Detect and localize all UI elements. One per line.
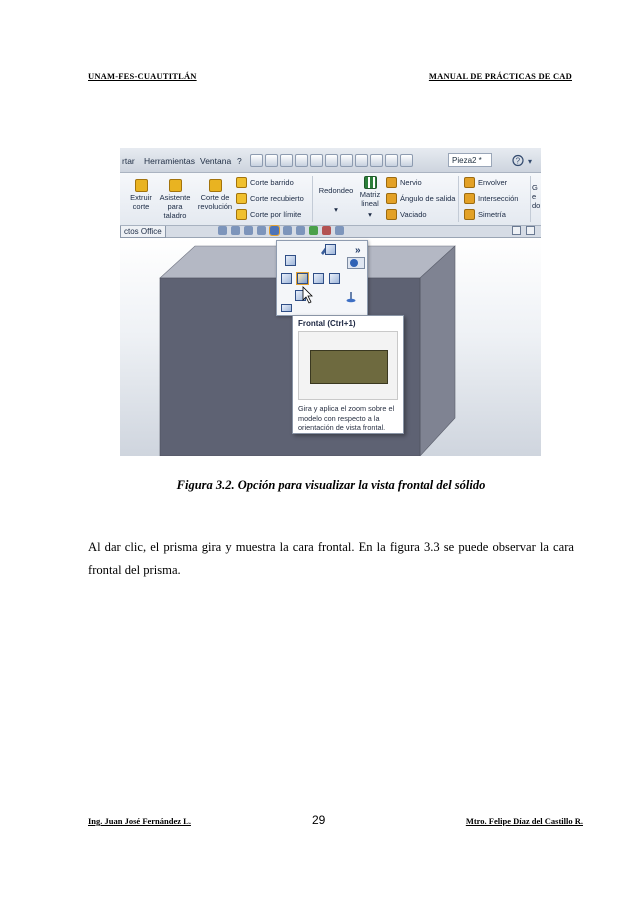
front-face-preview [310, 350, 388, 384]
extrude-cut-icon [135, 179, 148, 192]
file-properties-icon[interactable] [370, 154, 383, 167]
edit-appearance-icon[interactable] [309, 226, 318, 235]
options-icon[interactable] [385, 154, 398, 167]
draft-icon [386, 193, 397, 204]
corte-barrido-button[interactable]: Corte barrido [236, 176, 294, 189]
svg-text:»: » [355, 245, 361, 256]
intersect-icon [464, 193, 475, 204]
vaciado-button[interactable]: Vaciado [386, 208, 427, 221]
view-orientation-icon[interactable] [270, 226, 279, 235]
print-icon[interactable] [310, 154, 323, 167]
prism-side-face [420, 246, 455, 456]
section-view-icon[interactable] [257, 226, 266, 235]
command-ribbon [120, 173, 541, 226]
nervio-button[interactable]: Nervio [386, 176, 422, 189]
tooltip-preview [298, 331, 398, 400]
previous-view-icon[interactable] [244, 226, 253, 235]
save-icon[interactable] [295, 154, 308, 167]
view-link-icon [350, 259, 358, 267]
revolve-cut-icon [209, 179, 222, 192]
chevron-down-icon[interactable] [400, 154, 413, 167]
link-views-dropdown[interactable] [347, 257, 365, 269]
new-document-icon[interactable] [265, 154, 278, 167]
menu-bar [120, 148, 541, 173]
figure-caption: Figura 3.2. Opción para visualizar la vista frontal del sólido [176, 478, 486, 492]
boundary-cut-icon [236, 209, 247, 220]
wrap-icon [464, 177, 475, 188]
lofted-cut-icon [236, 193, 247, 204]
help-icon[interactable] [512, 154, 538, 167]
page-number: 29 [312, 813, 326, 827]
select-icon[interactable] [340, 154, 353, 167]
footer-author: Ing. Juan José Fernández L. [88, 816, 191, 826]
extruir-corte-button[interactable]: Extruir corte [126, 179, 156, 211]
mirror-icon [464, 209, 475, 220]
swept-cut-icon [236, 177, 247, 188]
chevron-down-icon[interactable]: ▾ [368, 210, 372, 219]
pin-icon[interactable] [250, 154, 263, 167]
restore-viewport-icon[interactable] [512, 226, 521, 235]
view-front-icon[interactable] [297, 273, 308, 284]
quick-access-toolbar [250, 154, 413, 167]
svg-text:?: ? [515, 156, 521, 166]
menu-help[interactable]: ? [237, 156, 242, 166]
display-style-icon[interactable] [283, 226, 292, 235]
envolver-button[interactable]: Envolver [464, 176, 507, 189]
shell-icon [386, 209, 397, 220]
view-isometric-icon[interactable] [285, 255, 296, 266]
matriz-lineal-button[interactable]: Matriz lineal ▾ [358, 176, 382, 219]
rebuild-icon[interactable] [355, 154, 368, 167]
open-folder-icon[interactable] [280, 154, 293, 167]
redondeo-button[interactable]: Redondeo ▾ [316, 186, 356, 214]
corte-recubierto-button[interactable]: Corte recubierto [236, 192, 304, 205]
figure-screenshot [120, 148, 541, 456]
interseccion-button[interactable]: Intersección [464, 192, 518, 205]
view-orientation-menu [276, 240, 368, 316]
view-settings-icon[interactable] [335, 226, 344, 235]
view-tooltip [292, 315, 404, 434]
header-institution: UNAM-FES-CUAUTITLÁN [88, 71, 197, 81]
view-left-icon[interactable] [281, 273, 292, 284]
tab-productos-office[interactable]: ctos Office [120, 226, 166, 238]
view-selector-cube-icon[interactable] [325, 244, 336, 255]
view-back-icon[interactable] [329, 273, 340, 284]
mouse-cursor-icon [302, 286, 314, 304]
body-paragraph [88, 536, 574, 581]
tooltip-title: Frontal (Ctrl+1) [298, 319, 356, 328]
linear-pattern-icon [364, 176, 377, 189]
footer-coauthor: Mtro. Felipe Díaz del Castillo R. [465, 816, 583, 826]
corte-revolucion-button[interactable]: Corte de revolución [196, 179, 234, 211]
menu-ventana[interactable]: Ventana [200, 156, 232, 166]
apply-scene-icon[interactable] [322, 226, 331, 235]
single-view-icon[interactable] [281, 304, 292, 312]
tooltip-description: Gira y aplica el zoom sobre el modelo con respecto a la orientación de vista frontal. [298, 404, 395, 432]
paragraph-line: Al dar clic, el prisma gira y muestra la cara frontal. En la figura 3.3 se puede observar la cara [88, 540, 574, 554]
svg-text:▾: ▾ [528, 157, 533, 166]
simetria-button[interactable]: Simetría [464, 208, 506, 221]
normal-to-icon[interactable] [345, 291, 357, 303]
zoom-to-area-icon[interactable] [231, 226, 240, 235]
heads-up-view-toolbar [218, 226, 344, 235]
menu-insertar[interactable]: rtar [122, 156, 135, 166]
paragraph-line: frontal del prisma. [88, 562, 181, 577]
menu-herramientas[interactable]: Herramientas [144, 156, 196, 166]
rib-icon [386, 177, 397, 188]
undo-icon[interactable] [325, 154, 338, 167]
geometry-reference-button[interactable]: Ge do [532, 183, 541, 210]
header-manual-title: MANUAL DE PRÁCTICAS DE CAD [428, 71, 572, 81]
view-right-icon[interactable] [313, 273, 324, 284]
maximize-viewport-icon[interactable] [526, 226, 535, 235]
hole-wizard-icon [169, 179, 182, 192]
asistente-taladro-button[interactable]: Asistente para taladro [158, 179, 192, 220]
angulo-salida-button[interactable]: Ángulo de salida [386, 192, 455, 205]
zoom-to-fit-icon[interactable] [218, 226, 227, 235]
document-name: Pieza2 * [448, 153, 492, 167]
corte-limite-button[interactable]: Corte por límite [236, 208, 301, 221]
chevron-down-icon[interactable]: ▾ [334, 205, 338, 214]
hide-show-items-icon[interactable] [296, 226, 305, 235]
